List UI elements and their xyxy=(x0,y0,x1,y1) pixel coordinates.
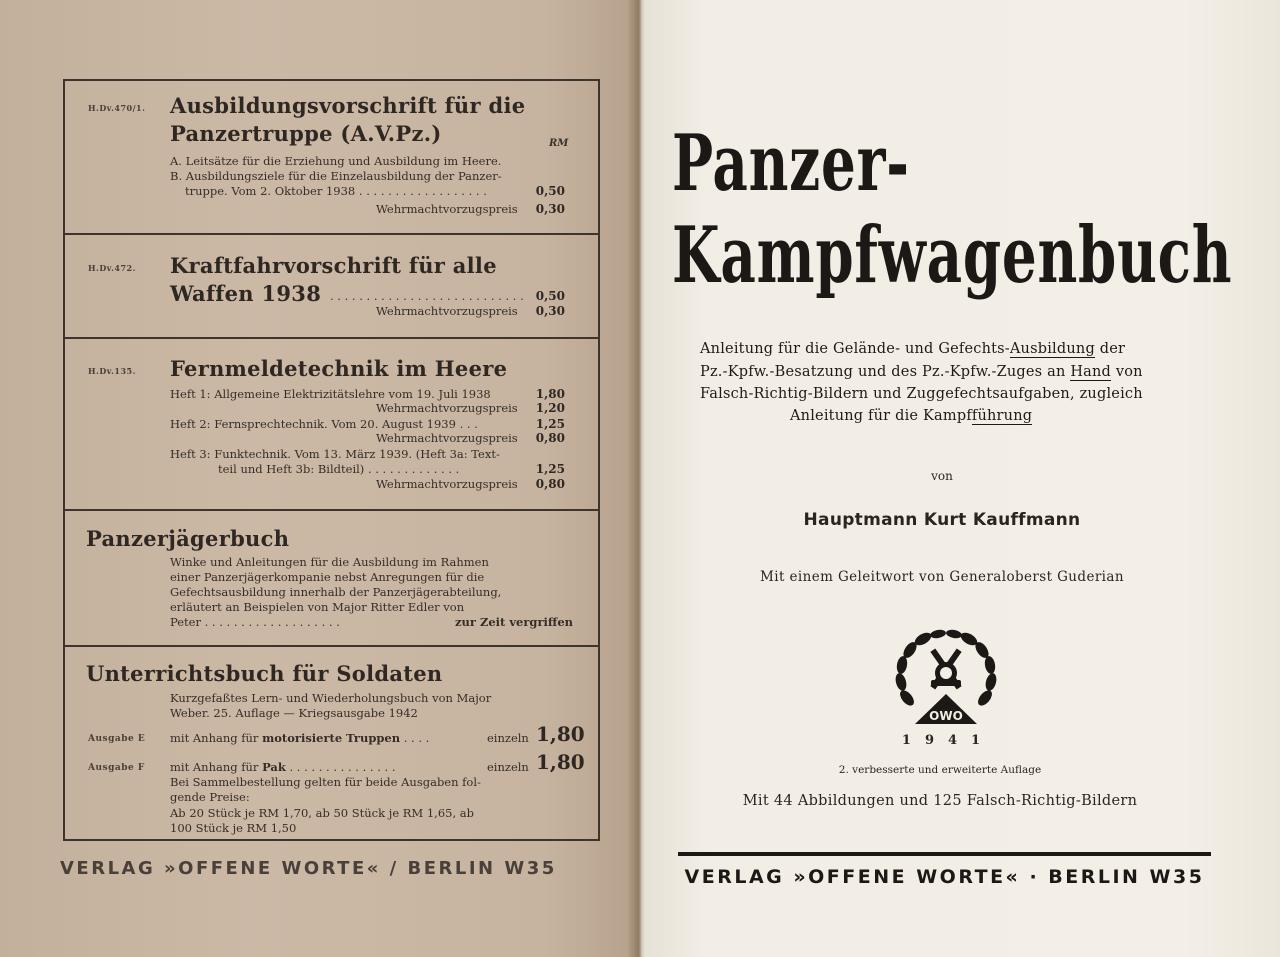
currency-label: RM xyxy=(549,138,569,149)
edition-f-price: 1,80 xyxy=(536,750,585,774)
heft-2-discount-label: Wehrmachtvorzugspreis xyxy=(376,431,518,445)
heft-3-discount-price: 0,80 xyxy=(535,477,565,491)
heft-2-discount-price: 0,80 xyxy=(535,431,565,445)
section-5-line-2: Weber. 25. Auflage — Kriegsausgabe 1942 xyxy=(170,706,418,720)
section-divider xyxy=(65,645,598,647)
section-divider xyxy=(65,509,598,511)
section-1-item-b-cont: truppe. Vom 2. Oktober 1938 . . . . . . . . . . . . . . . . . . xyxy=(185,184,487,198)
section-1-item-a: A. Leitsätze für die Erziehung und Ausbildung im Heere. xyxy=(170,154,502,168)
left-publisher-footer: VERLAG »OFFENE WORTE« / BERLIN W35 xyxy=(60,858,557,879)
section-3-title: Fernmeldetechnik im Heere xyxy=(170,356,508,381)
section-1-title-line-2: Panzertruppe (A.V.Pz.) xyxy=(170,121,442,146)
section-5-line-1: Kurzgefaßtes Lern- und Wiederholungsbuch von Major xyxy=(170,691,492,705)
section-2-title-line-2: Waffen 1938 xyxy=(170,281,322,306)
section-2-ref: H.Dv.472. xyxy=(88,263,136,273)
edition-e-price: 1,80 xyxy=(536,722,585,746)
edition-e-unit: einzeln xyxy=(487,731,529,745)
section-2-title-line-1: Kraftfahrvorschrift für alle xyxy=(170,253,497,278)
edition-e-label: Ausgabe E xyxy=(88,734,146,744)
heft-3-text-cont: teil und Heft 3b: Bildteil) . . . . . . . . . . . . . xyxy=(218,462,460,476)
section-divider xyxy=(65,233,598,235)
illustrations-note: Mit 44 Abbildungen und 125 Falsch-Richtig-Bildern xyxy=(742,793,1138,809)
right-publisher-footer: VERLAG »OFFENE WORTE« · BERLIN W35 xyxy=(684,866,1205,888)
heft-1-price: 1,80 xyxy=(535,387,565,401)
author-name: Hauptmann Kurt Kauffmann xyxy=(803,510,1081,530)
subtitle-line-1: Anleitung für die Gelände- und Gefechts-Ausbildung der xyxy=(700,341,1126,357)
heft-3-price: 1,25 xyxy=(535,462,565,476)
heft-2-text: Heft 2: Fernsprechtechnik. Vom 20. August 1939 . . . xyxy=(170,417,478,431)
section-2-discount-label: Wehrmachtvorzugspreis xyxy=(376,304,518,318)
section-4-availability: zur Zeit vergriffen xyxy=(455,615,573,629)
subtitle-line-4: Anleitung für die Kampfführung xyxy=(790,408,1033,424)
section-1-price: 0,50 xyxy=(535,184,565,198)
book-title-line-1: Panzer- xyxy=(672,118,910,209)
section-3-ref: H.Dv.135. xyxy=(88,366,136,376)
section-1-title-line-1: Ausbildungsvorschrift für die xyxy=(170,93,526,118)
heft-3-text: Heft 3: Funktechnik. Vom 13. März 1939. (Heft 3a: Text- xyxy=(170,447,500,461)
footer-rule xyxy=(678,852,1211,856)
heft-1-discount-price: 1,20 xyxy=(535,401,565,415)
section-2-discount-price: 0,30 xyxy=(535,304,565,318)
edition-f-text: mit Anhang für Pak . . . . . . . . . . . . . . . xyxy=(170,760,396,774)
section-1-ref: H.Dv.470/1. xyxy=(88,103,146,113)
section-1-discount-price: 0,30 xyxy=(535,202,565,216)
subtitle-line-2: Pz.-Kpfw.-Besatzung und des Pz.-Kpfw.-Zuges an Hand von xyxy=(700,364,1143,380)
bulk-line-3: Ab 20 Stück je RM 1,70, ab 50 Stück je RM 1,65, ab xyxy=(170,806,474,820)
edition-f-unit: einzeln xyxy=(487,760,529,774)
heft-2-price: 1,25 xyxy=(535,417,565,431)
foreword-note: Mit einem Geleitwort von Generaloberst Guderian xyxy=(760,569,1124,585)
section-4-line-1: Winke und Anleitungen für die Ausbildung im Rahmen xyxy=(170,555,489,569)
edition-f-label: Ausgabe F xyxy=(88,763,145,773)
heft-3-discount-label: Wehrmachtvorzugspreis xyxy=(376,477,518,491)
section-4-line-4: erläutert an Beispielen von Major Ritter Edler von xyxy=(170,600,465,614)
bulk-line-2: gende Preise: xyxy=(170,790,250,804)
section-5-title: Unterrichtsbuch für Soldaten xyxy=(86,661,443,686)
book-title-line-2: Kampfwagenbuch xyxy=(672,210,1233,301)
edition-e-text: mit Anhang für motorisierte Truppen . . . . xyxy=(170,731,430,745)
bulk-line-1: Bei Sammelbestellung gelten für beide Ausgaben fol- xyxy=(170,775,481,789)
section-1-discount-label: Wehrmachtvorzugspreis xyxy=(376,202,518,216)
publisher-emblem-icon xyxy=(893,628,999,726)
section-1-item-b: B. Ausbildungsziele für die Einzelausbildung der Panzer- xyxy=(170,169,502,183)
publication-year: 1941 xyxy=(901,733,995,748)
section-4-line-5: Peter . . . . . . . . . . . . . . . . . . . xyxy=(170,615,340,629)
subtitle-line-3: Falsch-Richtig-Bildern und Zuggefechtsaufgaben, zugleich xyxy=(700,386,1143,402)
heft-1-text: Heft 1: Allgemeine Elektrizitätslehre vom 19. Juli 1938 xyxy=(170,387,491,401)
section-divider xyxy=(65,337,598,339)
section-4-line-3: Gefechtsausbildung innerhalb der Panzerjägerabteilung, xyxy=(170,585,502,599)
edition-note: 2. verbesserte und erweiterte Auflage xyxy=(838,764,1042,776)
section-2-price: 0,50 xyxy=(535,289,565,303)
by-label: von xyxy=(931,469,953,483)
section-4-line-2: einer Panzerjägerkompanie nebst Anregungen für die xyxy=(170,570,485,584)
section-4-title: Panzerjägerbuch xyxy=(86,526,290,551)
emblem-letters: OWO xyxy=(929,709,963,723)
heft-1-discount-label: Wehrmachtvorzugspreis xyxy=(376,401,518,415)
section-2-title-dots: . . . . . . . . . . . . . . . . . . . . . . . . . . . xyxy=(330,289,524,303)
bulk-line-4: 100 Stück je RM 1,50 xyxy=(170,821,297,835)
